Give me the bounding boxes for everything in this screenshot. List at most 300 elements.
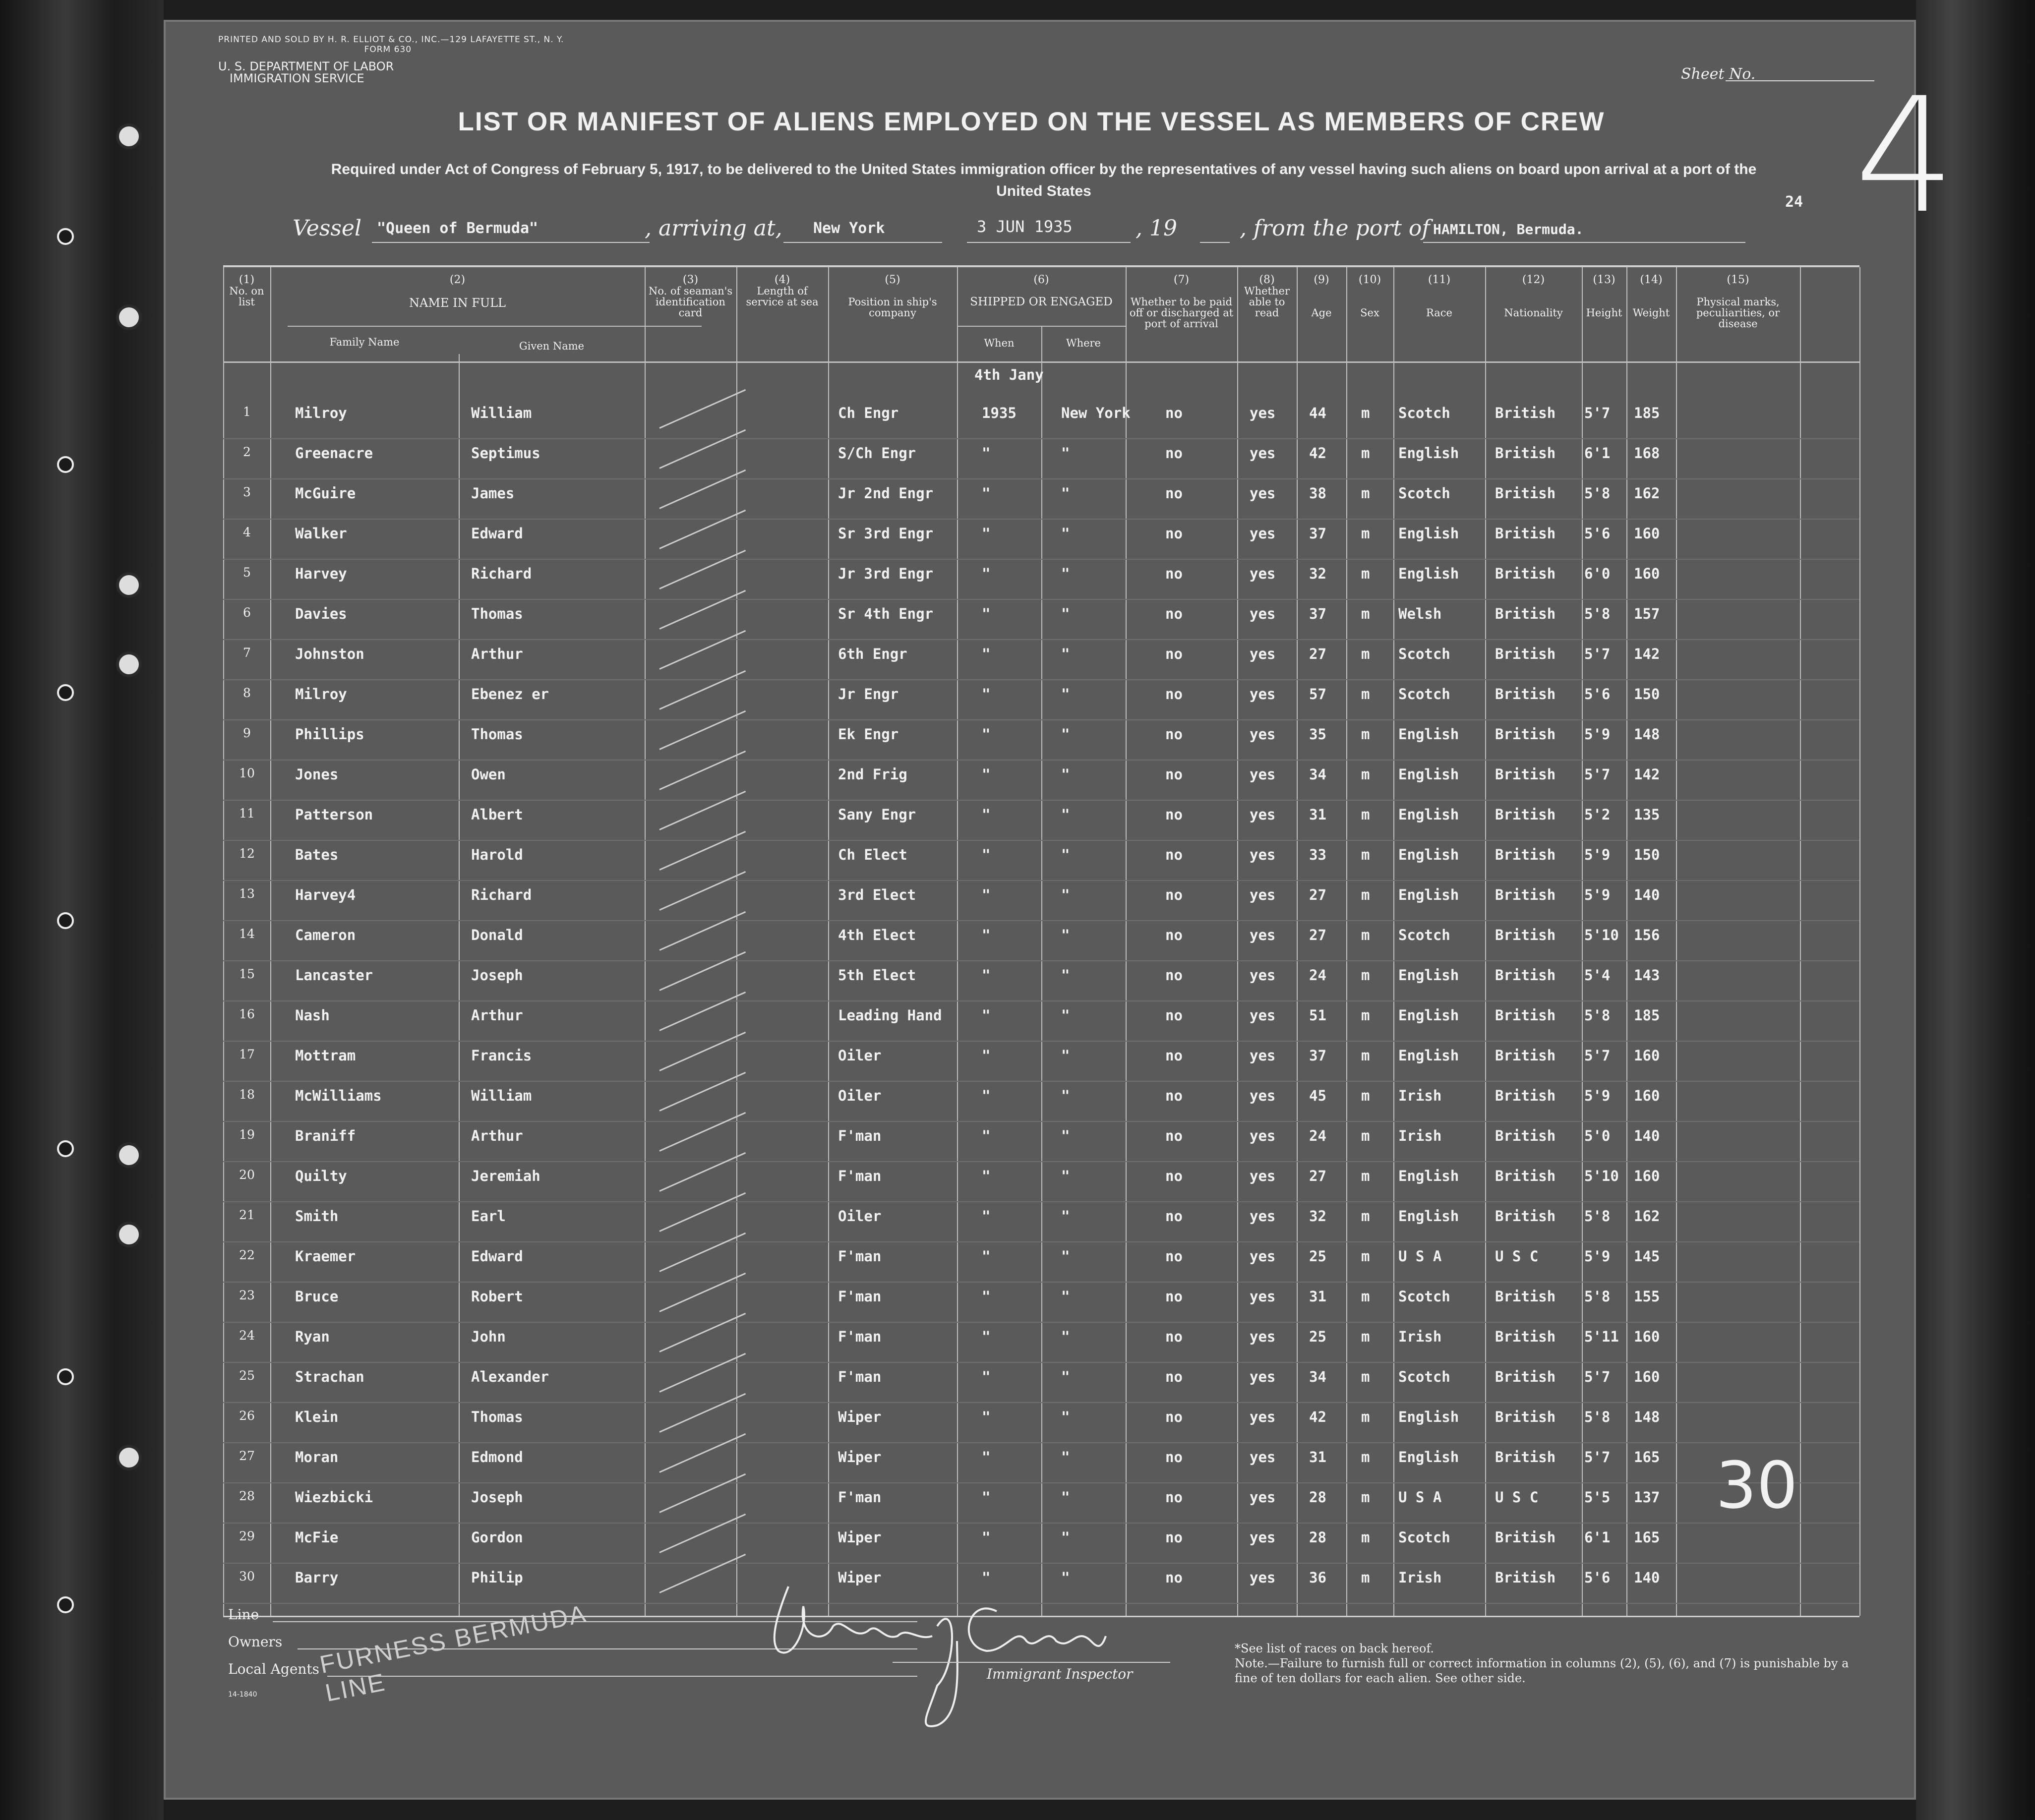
nationality-cell: British	[1495, 485, 1556, 502]
paid-off-cell: no	[1165, 605, 1183, 622]
row-divider	[223, 920, 1859, 921]
family-name-cell: McGuire	[295, 485, 356, 502]
id-card-dash-mark	[659, 911, 746, 951]
punch-hole-icon	[119, 307, 139, 327]
paid-off-cell: no	[1165, 1248, 1183, 1265]
given-name-cell: Arthur	[471, 1007, 523, 1024]
weight-cell: 145	[1634, 1248, 1660, 1265]
id-card-dash-mark	[659, 1152, 746, 1192]
height-cell: 5'11	[1584, 1328, 1619, 1345]
inspector-label: Immigrant Inspector	[987, 1666, 1133, 1682]
weight-cell: 160	[1634, 1047, 1660, 1064]
weight-cell: 143	[1634, 967, 1660, 984]
able-to-read-cell: yes	[1250, 605, 1276, 622]
col-when-header: When	[984, 337, 1015, 349]
id-card-dash-mark	[659, 1433, 746, 1473]
sex-cell: m	[1361, 686, 1370, 703]
weight-cell: 148	[1634, 1409, 1660, 1425]
nationality-cell: British	[1495, 766, 1556, 783]
sex-cell: m	[1361, 1288, 1370, 1305]
id-card-dash-mark	[659, 951, 746, 991]
sex-cell: m	[1361, 1248, 1370, 1265]
given-name-cell: Thomas	[471, 1409, 523, 1425]
id-card-dash-mark	[659, 1313, 746, 1352]
given-name-cell: Joseph	[471, 1489, 523, 1506]
sex-cell: m	[1361, 886, 1370, 903]
able-to-read-cell: yes	[1250, 1007, 1276, 1024]
punch-hole-icon	[119, 1225, 139, 1244]
position-cell: Wiper	[838, 1449, 882, 1466]
paid-off-cell: no	[1165, 886, 1183, 903]
when-cell: "	[982, 1489, 991, 1506]
able-to-read-cell: yes	[1250, 565, 1276, 582]
age-cell: 34	[1309, 1368, 1326, 1385]
weight-cell: 168	[1634, 445, 1660, 462]
weight-cell: 148	[1634, 726, 1660, 743]
given-name-cell: William	[471, 405, 532, 421]
row-divider	[223, 880, 1859, 881]
id-card-dash-mark	[659, 1514, 746, 1553]
where-cell: "	[1061, 1328, 1070, 1345]
weight-cell: 135	[1634, 806, 1660, 823]
nationality-cell: British	[1495, 445, 1556, 462]
paid-off-cell: no	[1165, 1288, 1183, 1305]
sex-cell: m	[1361, 726, 1370, 743]
position-cell: F'man	[838, 1368, 882, 1385]
age-cell: 27	[1309, 646, 1326, 662]
able-to-read-cell: yes	[1250, 1449, 1276, 1466]
race-cell: Scotch	[1398, 927, 1450, 943]
able-to-read-cell: yes	[1250, 886, 1276, 903]
nationality-cell: British	[1495, 846, 1556, 863]
row-divider	[223, 1161, 1859, 1162]
id-card-dash-mark	[659, 871, 746, 911]
sex-cell: m	[1361, 646, 1370, 662]
family-name-cell: Klein	[295, 1409, 339, 1425]
position-cell: 6th Engr	[838, 646, 907, 662]
binder-hole-icon	[57, 912, 74, 929]
able-to-read-cell: yes	[1250, 405, 1276, 421]
weight-cell: 165	[1634, 1449, 1660, 1466]
sex-cell: m	[1361, 1047, 1370, 1064]
race-cell: Scotch	[1398, 686, 1450, 703]
age-cell: 31	[1309, 1449, 1326, 1466]
where-cell: "	[1061, 445, 1070, 462]
col-nationality-header: (12) Nationality	[1504, 274, 1563, 319]
race-cell: English	[1398, 806, 1459, 823]
sex-cell: m	[1361, 405, 1370, 421]
age-cell: 31	[1309, 806, 1326, 823]
sex-cell: m	[1361, 806, 1370, 823]
col-service-header: (4) Length of service at sea	[746, 274, 819, 308]
nationality-cell: British	[1495, 1288, 1556, 1305]
port-fill-line	[783, 242, 942, 243]
able-to-read-cell: yes	[1250, 927, 1276, 943]
given-name-cell: Philip	[471, 1569, 523, 1586]
row-divider	[223, 1241, 1859, 1242]
vessel-fill-line	[372, 242, 650, 243]
sex-cell: m	[1361, 1127, 1370, 1144]
race-cell: English	[1398, 1007, 1459, 1024]
binder-hole-icon	[57, 1368, 74, 1385]
nationality-cell: British	[1495, 726, 1556, 743]
race-cell: English	[1398, 525, 1459, 542]
nationality-cell: British	[1495, 1328, 1556, 1345]
crew-table	[223, 265, 1859, 1617]
sex-cell: m	[1361, 927, 1370, 943]
where-cell: "	[1061, 646, 1070, 662]
paid-off-cell: no	[1165, 1328, 1183, 1345]
row-divider	[223, 1402, 1859, 1403]
row-number: 28	[239, 1489, 255, 1503]
race-cell: Scotch	[1398, 1529, 1450, 1546]
age-cell: 25	[1309, 1248, 1326, 1265]
given-name-cell: Thomas	[471, 605, 523, 622]
position-cell: Ch Elect	[838, 846, 907, 863]
given-name-cell: John	[471, 1328, 506, 1345]
height-cell: 5'2	[1584, 806, 1611, 823]
id-card-dash-mark	[659, 590, 746, 630]
nationality-cell: British	[1495, 967, 1556, 984]
where-cell: "	[1061, 1449, 1070, 1466]
nationality-cell: British	[1495, 1569, 1556, 1586]
race-cell: Scotch	[1398, 646, 1450, 662]
paid-off-cell: no	[1165, 806, 1183, 823]
inspector-signature-line	[893, 1662, 1170, 1663]
age-cell: 38	[1309, 485, 1326, 502]
id-card-dash-mark	[659, 510, 746, 549]
position-cell: 2nd Frig	[838, 766, 907, 783]
nationality-cell: British	[1495, 565, 1556, 582]
id-card-dash-mark	[659, 470, 746, 509]
paid-off-cell: no	[1165, 1569, 1183, 1586]
paid-off-cell: no	[1165, 1208, 1183, 1225]
height-cell: 5'9	[1584, 1087, 1611, 1104]
nationality-cell: British	[1495, 886, 1556, 903]
where-cell: "	[1061, 806, 1070, 823]
sex-cell: m	[1361, 445, 1370, 462]
nationality-cell: British	[1495, 1007, 1556, 1024]
position-cell: Jr 3rd Engr	[838, 565, 934, 582]
given-name-cell: Edward	[471, 525, 523, 542]
able-to-read-cell: yes	[1250, 846, 1276, 863]
col-given-name-header: Given Name	[519, 340, 585, 352]
row-divider	[223, 519, 1859, 520]
binder-strip	[0, 0, 164, 1820]
row-number: 18	[239, 1087, 255, 1102]
race-cell: English	[1398, 1409, 1459, 1425]
when-cell: "	[982, 927, 991, 943]
able-to-read-cell: yes	[1250, 1409, 1276, 1425]
vessel-name: "Queen of Bermuda"	[377, 220, 539, 237]
race-cell: Irish	[1398, 1569, 1442, 1586]
weight-cell: 137	[1634, 1489, 1660, 1506]
given-name-cell: Joseph	[471, 967, 523, 984]
where-cell: "	[1061, 886, 1070, 903]
height-cell: 5'10	[1584, 927, 1619, 943]
row-divider	[223, 1121, 1859, 1122]
able-to-read-cell: yes	[1250, 646, 1276, 662]
col-id-card-header: (3) No. of seaman's identification card	[648, 274, 733, 319]
nationality-cell: British	[1495, 605, 1556, 622]
nationality-cell: British	[1495, 806, 1556, 823]
nationality-cell: British	[1495, 1449, 1556, 1466]
weight-cell: 140	[1634, 1569, 1660, 1586]
age-cell: 51	[1309, 1007, 1326, 1024]
position-cell: F'man	[838, 1127, 882, 1144]
department-label: U. S. DEPARTMENT OF LABOR IMMIGRATION SERVICE	[218, 59, 394, 85]
height-cell: 5'10	[1584, 1168, 1619, 1184]
position-cell: Wiper	[838, 1529, 882, 1546]
position-cell: Oiler	[838, 1208, 882, 1225]
able-to-read-cell: yes	[1250, 726, 1276, 743]
row-number: 8	[243, 686, 251, 700]
race-cell: English	[1398, 886, 1459, 903]
height-cell: 5'8	[1584, 485, 1611, 502]
paid-off-cell: no	[1165, 967, 1183, 984]
id-card-dash-mark	[659, 1192, 746, 1232]
when-cell: "	[982, 686, 991, 703]
position-cell: Oiler	[838, 1087, 882, 1104]
family-name-cell: Braniff	[295, 1127, 356, 1144]
position-cell: F'man	[838, 1168, 882, 1184]
sex-cell: m	[1361, 565, 1370, 582]
row-number: 15	[239, 967, 255, 981]
row-divider	[223, 1322, 1859, 1323]
position-cell: 4th Elect	[838, 927, 916, 943]
position-cell: Ch Engr	[838, 405, 899, 421]
row-number: 16	[239, 1007, 255, 1021]
paid-off-cell: no	[1165, 1368, 1183, 1385]
row-divider	[223, 1201, 1859, 1202]
engaged-date-note: 4th Jany	[974, 366, 1044, 383]
given-name-cell: Harold	[471, 846, 523, 863]
race-cell: U S A	[1398, 1248, 1442, 1265]
id-card-dash-mark	[659, 429, 746, 469]
able-to-read-cell: yes	[1250, 1127, 1276, 1144]
where-cell: "	[1061, 686, 1070, 703]
given-name-cell: Arthur	[471, 646, 523, 662]
col-height-header: (13) Height	[1586, 274, 1622, 319]
height-cell: 5'8	[1584, 1007, 1611, 1024]
row-number: 25	[239, 1368, 255, 1383]
punch-hole-icon	[119, 1448, 139, 1468]
family-name-cell: Bruce	[295, 1288, 339, 1305]
weight-cell: 140	[1634, 886, 1660, 903]
age-cell: 35	[1309, 726, 1326, 743]
race-cell: English	[1398, 445, 1459, 462]
nationality-cell: British	[1495, 646, 1556, 662]
height-cell: 5'8	[1584, 605, 1611, 622]
sex-cell: m	[1361, 1569, 1370, 1586]
paid-off-cell: no	[1165, 525, 1183, 542]
weight-cell: 185	[1634, 1007, 1660, 1024]
weight-cell: 157	[1634, 605, 1660, 622]
punch-hole-icon	[119, 126, 139, 146]
weight-cell: 160	[1634, 1087, 1660, 1104]
family-name-cell: Mottram	[295, 1047, 356, 1064]
when-cell: "	[982, 806, 991, 823]
age-cell: 32	[1309, 1208, 1326, 1225]
where-cell: "	[1061, 766, 1070, 783]
family-name-cell: Wiezbicki	[295, 1489, 373, 1506]
when-cell: "	[982, 1168, 991, 1184]
weight-cell: 165	[1634, 1529, 1660, 1546]
race-cell: English	[1398, 846, 1459, 863]
where-cell: "	[1061, 846, 1070, 863]
row-number: 19	[239, 1127, 255, 1142]
age-cell: 42	[1309, 445, 1326, 462]
id-card-dash-mark	[659, 1273, 746, 1312]
sex-cell: m	[1361, 1007, 1370, 1024]
row-divider	[223, 599, 1859, 600]
family-name-cell: Davies	[295, 605, 347, 622]
paid-off-cell: no	[1165, 1168, 1183, 1184]
row-divider	[223, 1563, 1859, 1564]
row-divider	[223, 1482, 1859, 1483]
sex-cell: m	[1361, 1328, 1370, 1345]
nationality-cell: British	[1495, 405, 1556, 421]
row-number: 3	[243, 485, 251, 499]
row-number: 9	[243, 726, 251, 740]
weight-cell: 162	[1634, 485, 1660, 502]
able-to-read-cell: yes	[1250, 1368, 1276, 1385]
height-cell: 5'7	[1584, 1047, 1611, 1064]
given-name-cell: Jeremiah	[471, 1168, 540, 1184]
weight-cell: 140	[1634, 1127, 1660, 1144]
position-cell: Wiper	[838, 1569, 882, 1586]
sex-cell: m	[1361, 485, 1370, 502]
id-card-dash-mark	[659, 630, 746, 670]
race-cell: English	[1398, 1168, 1459, 1184]
sex-cell: m	[1361, 1208, 1370, 1225]
line-label: Line	[228, 1606, 259, 1623]
age-cell: 44	[1309, 405, 1326, 421]
year-suffix: 24	[1785, 193, 1803, 211]
height-cell: 5'8	[1584, 1409, 1611, 1425]
col-read-header: (8) Whether able to read	[1244, 274, 1290, 319]
sex-cell: m	[1361, 1529, 1370, 1546]
given-name-cell: Alexander	[471, 1368, 549, 1385]
where-cell: "	[1061, 927, 1070, 943]
form-number: 14-1840	[228, 1691, 257, 1699]
family-name-cell: Strachan	[295, 1368, 364, 1385]
race-cell: English	[1398, 766, 1459, 783]
id-card-dash-mark	[659, 831, 746, 871]
col-physical-marks-header: (15) Physical marks, peculiarities, or disease	[1696, 274, 1780, 330]
total-count-annotation: 30	[1716, 1448, 1798, 1523]
paid-off-cell: no	[1165, 766, 1183, 783]
able-to-read-cell: yes	[1250, 1047, 1276, 1064]
family-name-cell: Barry	[295, 1569, 339, 1586]
when-cell: "	[982, 1047, 991, 1064]
age-cell: 32	[1309, 565, 1326, 582]
able-to-read-cell: yes	[1250, 1208, 1276, 1225]
id-card-dash-mark	[659, 1112, 746, 1152]
nationality-cell: British	[1495, 1087, 1556, 1104]
inspector-signature	[749, 1567, 1245, 1755]
position-cell: F'man	[838, 1489, 882, 1506]
nationality-cell: British	[1495, 1127, 1556, 1144]
sex-cell: m	[1361, 525, 1370, 542]
paid-off-cell: no	[1165, 686, 1183, 703]
age-cell: 33	[1309, 846, 1326, 863]
family-name-cell: McFie	[295, 1529, 339, 1546]
id-card-dash-mark	[659, 1393, 746, 1433]
where-cell: "	[1061, 1248, 1070, 1265]
col-name-header: (2) NAME IN FULL	[409, 274, 506, 310]
where-cell: "	[1061, 1569, 1070, 1586]
from-port: HAMILTON, Bermuda.	[1433, 221, 1584, 237]
able-to-read-cell: yes	[1250, 1288, 1276, 1305]
where-cell: "	[1061, 525, 1070, 542]
paid-off-cell: no	[1165, 846, 1183, 863]
vessel-label: Vessel	[293, 216, 362, 241]
able-to-read-cell: yes	[1250, 1087, 1276, 1104]
row-divider	[223, 800, 1859, 801]
weight-cell: 156	[1634, 927, 1660, 943]
sheet-number-line	[1726, 80, 1874, 81]
given-name-cell: Gordon	[471, 1529, 523, 1546]
age-cell: 28	[1309, 1489, 1326, 1506]
where-cell: "	[1061, 1489, 1070, 1506]
nationality-cell: British	[1495, 1047, 1556, 1064]
weight-cell: 185	[1634, 405, 1660, 421]
punch-hole-icon	[119, 575, 139, 595]
row-divider	[223, 1282, 1859, 1283]
family-name-cell: Ryan	[295, 1328, 330, 1345]
given-name-cell: Septimus	[471, 445, 540, 462]
when-cell: "	[982, 766, 991, 783]
position-cell: F'man	[838, 1328, 882, 1345]
id-card-dash-mark	[659, 1473, 746, 1513]
age-cell: 42	[1309, 1409, 1326, 1425]
id-card-dash-mark	[659, 389, 746, 429]
when-cell: "	[982, 967, 991, 984]
race-cell: Scotch	[1398, 1288, 1450, 1305]
row-divider	[223, 679, 1859, 680]
row-number: 7	[243, 646, 251, 660]
weight-cell: 160	[1634, 565, 1660, 582]
from-port-fill-line	[1423, 242, 1745, 243]
able-to-read-cell: yes	[1250, 1569, 1276, 1586]
family-name-cell: Phillips	[295, 726, 364, 743]
where-cell: "	[1061, 1368, 1070, 1385]
col-position-header: (5) Position in ship's company	[848, 274, 937, 319]
binder-hole-icon	[57, 1140, 74, 1157]
sex-cell: m	[1361, 1368, 1370, 1385]
age-cell: 37	[1309, 605, 1326, 622]
family-name-cell: Harvey	[295, 565, 347, 582]
where-cell: "	[1061, 1127, 1070, 1144]
when-cell: "	[982, 1449, 991, 1466]
family-name-cell: Jones	[295, 766, 339, 783]
sex-cell: m	[1361, 1087, 1370, 1104]
able-to-read-cell: yes	[1250, 1529, 1276, 1546]
age-cell: 45	[1309, 1087, 1326, 1104]
paid-off-cell: no	[1165, 927, 1183, 943]
arriving-port: New York	[813, 220, 885, 237]
family-name-cell: Patterson	[295, 806, 373, 823]
family-name-cell: McWilliams	[295, 1087, 382, 1104]
binder-hole-icon	[57, 684, 74, 701]
position-cell: Sany Engr	[838, 806, 916, 823]
when-cell: "	[982, 1127, 991, 1144]
sex-cell: m	[1361, 846, 1370, 863]
where-cell: "	[1061, 1087, 1070, 1104]
row-number: 4	[243, 525, 251, 539]
when-cell: "	[982, 605, 991, 622]
